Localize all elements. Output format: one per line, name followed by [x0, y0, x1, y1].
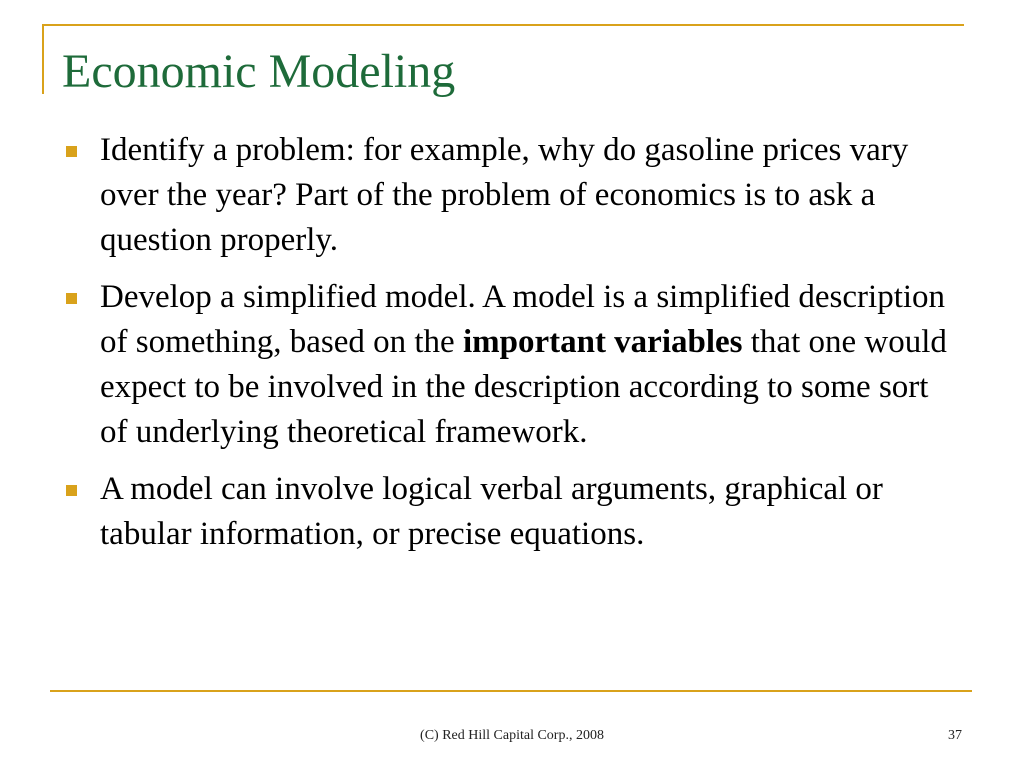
slide-content [64, 128, 964, 569]
footer-divider [50, 690, 972, 692]
bullet-text-emphasis: important variables [462, 324, 743, 360]
bullet-item-1 [64, 128, 964, 263]
bullet-text: A model can involve logical verbal arguments, graphical or tabular information, or precise equations. [100, 471, 883, 552]
bullet-item-2 [64, 275, 964, 455]
bullet-item-3 [64, 467, 964, 557]
bullet-text-after: that one would expect to be involved in the description according to some sort of underlying theoretical framework. [100, 324, 947, 450]
top-frame-line [42, 24, 964, 26]
footer-copyright: (C) Red Hill Capital Corp., 2008 [420, 728, 604, 743]
square-bullet-icon [66, 293, 77, 304]
slide-title: Economic Modeling [62, 45, 456, 98]
bullet-text: Identify a problem: for example, why do gasoline prices vary over the year? Part of the problem of economics is to ask a question properly. [100, 132, 909, 258]
left-frame-line [42, 24, 44, 94]
page-number: 37 [948, 728, 962, 743]
square-bullet-icon [66, 485, 77, 496]
square-bullet-icon [66, 146, 77, 157]
bullet-text-before: Develop a simplified model. A model is a simplified description of something, based on the [100, 279, 946, 360]
